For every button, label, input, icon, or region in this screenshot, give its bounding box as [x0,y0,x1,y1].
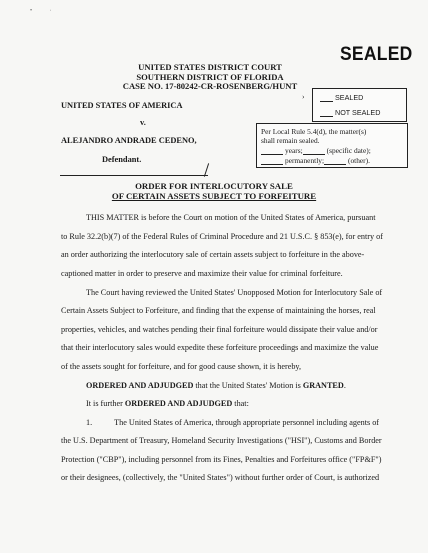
checkbox-blank-not-sealed[interactable] [320,110,333,117]
p1-line1: THIS MATTER is before the Court on motion of the United States of America, pursuant [86,213,376,222]
permanently-blank[interactable] [261,158,283,165]
court-name: UNITED STATES DISTRICT COURT [138,62,282,72]
scan-marks: • · [30,8,60,14]
other-blank[interactable] [324,158,346,165]
further-ordered-line: It is further ORDERED AND ADJUDGED that: [86,399,249,408]
p1-line2: to Rule 32.2(b)(7) of the Federal Rules of Criminal Procedure and 21 U.S.C. § 853(e), for entry of [61,232,383,241]
caption-plaintiff: UNITED STATES OF AMERICA [61,101,183,110]
p2-line3: properties, vehicles, and watches pending their final forfeiture would dissipate their value and/or [61,325,378,334]
p1-line3: an order authorizing the interlocutory sale of certain assets subject to forfeiture in the above- [61,250,365,259]
p2-line1: The Court having reviewed the United States' Unopposed Motion for Interlocutory Sale of [86,288,383,297]
caption-versus: v. [140,118,146,127]
p3-line4: or their designees, (collectively, the "United States") without further order of Court, is authorized [61,473,380,482]
ordered-granted-line: ORDERED AND ADJUDGED that the United States' Motion is GRANTED. [86,381,346,390]
order-title-line1: ORDER FOR INTERLOCUTORY SALE [135,181,293,191]
caption-defendant-name: ALEJANDRO ANDRADE CEDENO, [61,136,197,145]
order-title [60,181,368,201]
p3-number: 1. [86,418,93,427]
local-rule-seal-box [256,123,408,168]
years-blank[interactable] [261,148,283,155]
order-title-line2: OF CERTAIN ASSETS SUBJECT TO FORFEITURE [111,191,317,201]
case-number: CASE NO. 17-80242-CR-ROSENBERG/HUNT [122,81,298,92]
sealed-stamp: SEALED [340,44,413,65]
p3-line1: 1. The United States of America, through appropriate personnel including agents of [86,418,380,427]
option-not-sealed[interactable]: NOT SEALED [320,108,380,117]
checkbox-blank-sealed[interactable] [320,95,333,102]
caption-defendant-label: Defendant. [102,155,142,164]
seal-status-box [312,88,407,122]
p3-line2: the U.S. Department of Treasury, Homeland Security Investigations ("HSI"), Customs and Border [61,436,382,445]
p3-line3: Protection ("CBP"), including personnel from its Fines, Penalties and Forfeitures office ("FP&F") [61,455,382,464]
option-sealed[interactable]: SEALED [320,93,363,102]
p2-line5: of the assets sought for forfeiture, and for good cause shown, it is hereby, [61,362,302,371]
court-district: SOUTHERN DISTRICT OF FLORIDA [136,71,284,82]
caption-divider-line [60,175,208,176]
p2-line4: that their interlocutory sales would expedite these forfeiture proceedings and maximize the value [61,343,379,352]
seal-box-line4: permanently; (other). [261,156,370,165]
p2-line2: Certain Assets Subject to Forfeiture, and finding that the expense of maintaining the horses, real [61,306,376,315]
seal-box-line1: Per Local Rule 5.4(d), the matter(s) [261,127,367,136]
court-heading [90,63,330,92]
pointer-arrow: › [302,92,305,101]
seal-box-line3: years; (specific date); [261,146,371,155]
date-blank[interactable] [303,148,325,155]
seal-box-line2: shall remain sealed. [261,136,320,145]
p1-line4: captioned matter in order to preserve and maximize their value for criminal forfeiture. [61,269,343,278]
